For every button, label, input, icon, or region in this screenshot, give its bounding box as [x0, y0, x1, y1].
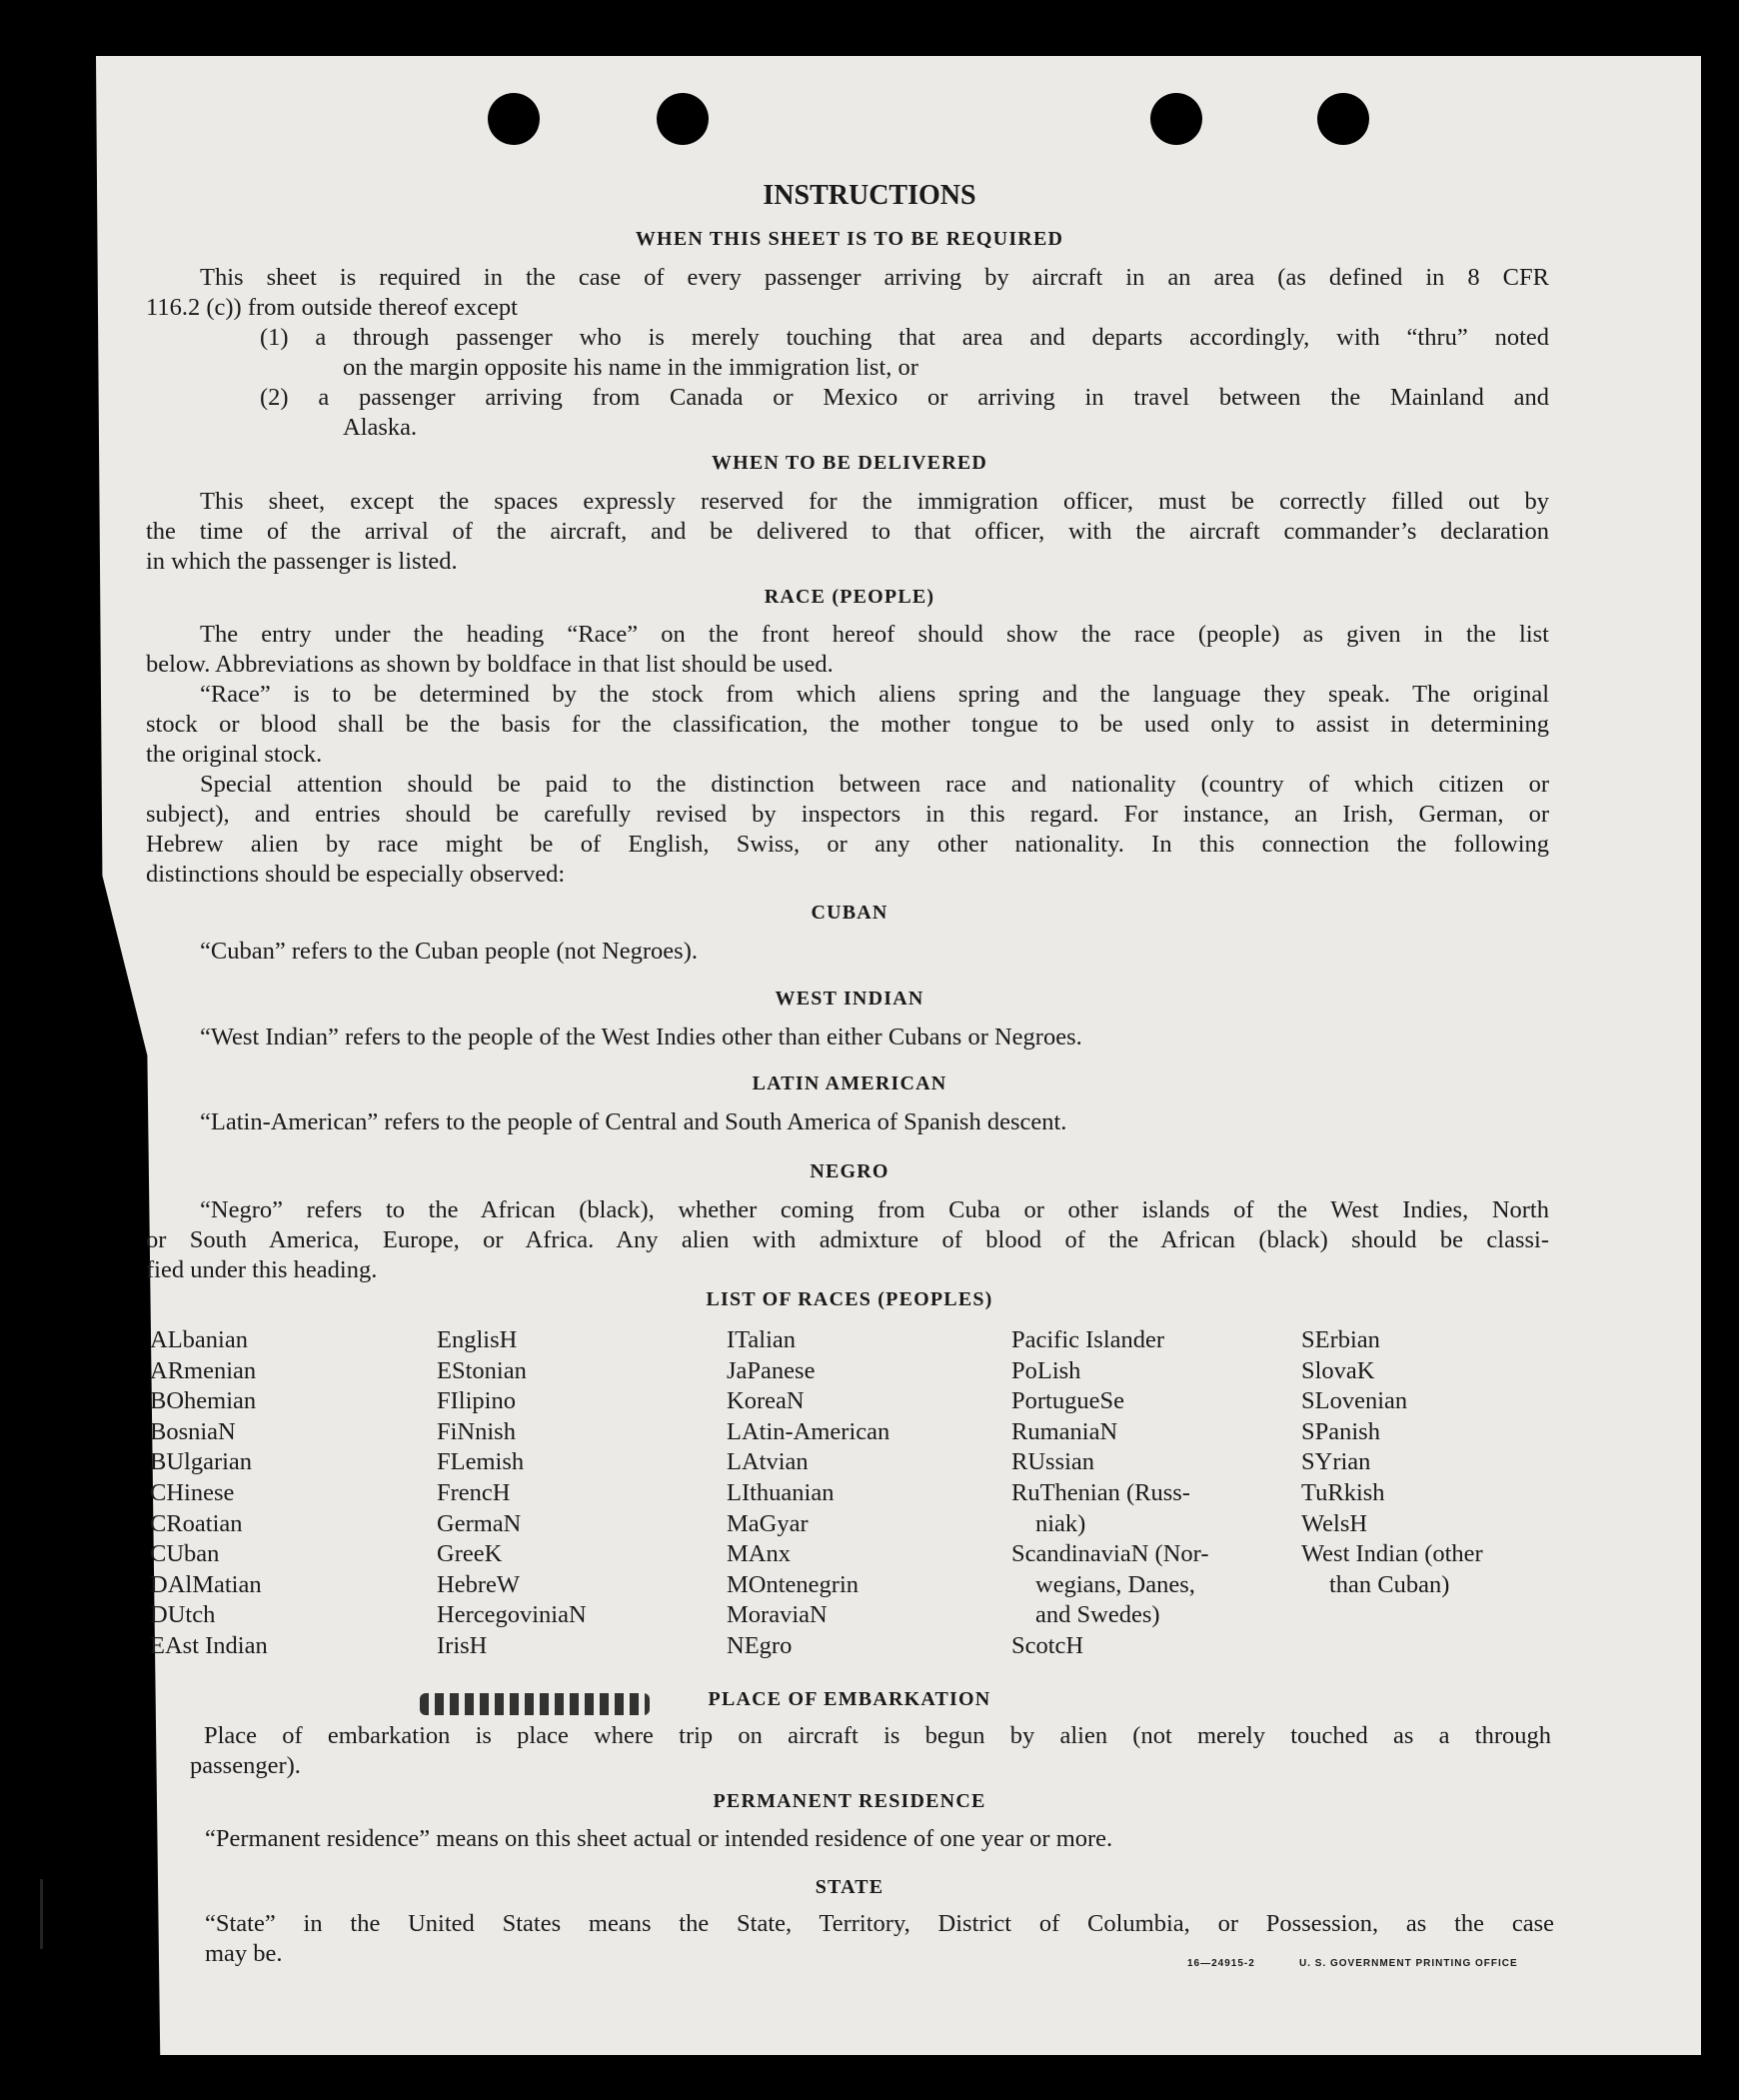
race-item: than Cuban)	[1329, 1570, 1450, 1598]
race-item: SErbian	[1301, 1326, 1380, 1353]
race-item: wegians, Danes,	[1035, 1570, 1195, 1598]
section-heading-embarkation: PLACE OF EMBARKATION	[708, 1688, 991, 1710]
race-item: GermaN	[437, 1509, 522, 1537]
paragraph-line: stock or blood shall be the basis for the classification, the mother tongue to be used only to assist in determining	[146, 711, 1549, 738]
section-heading-west-indian: WEST INDIAN	[775, 988, 924, 1010]
paragraph-line: “State” in the United States means the State, Territory, District of Columbia, or Possession, as the case	[205, 1910, 1554, 1937]
race-item: ARmenian	[150, 1356, 257, 1384]
paragraph-line: passenger).	[190, 1752, 301, 1779]
race-item: WelsH	[1301, 1509, 1368, 1537]
list-item-2: (2) a passenger arriving from Canada or Mexico or arriving in travel between the Mainland and	[260, 384, 1549, 411]
paragraph-line: the time of the arrival of the aircraft, and be delivered to that officer, with the aircraft commander’s declaration	[146, 518, 1549, 545]
race-item: LAtvian	[727, 1448, 809, 1476]
race-item: ScotcH	[1011, 1631, 1084, 1659]
race-item: niak)	[1035, 1509, 1086, 1537]
definition-cuban: “Cuban” refers to the Cuban people (not Negroes).	[200, 938, 698, 965]
race-item: EAst Indian	[150, 1631, 268, 1659]
section-heading-list-of-races: LIST OF RACES (PEOPLES)	[706, 1288, 993, 1310]
races-column-5	[1301, 1325, 1483, 1600]
races-column-3	[727, 1325, 889, 1662]
race-item: IrisH	[437, 1631, 488, 1659]
race-item: BosniaN	[150, 1417, 236, 1445]
paragraph-line: may be.	[205, 1940, 283, 1967]
race-item: EStonian	[437, 1356, 527, 1384]
races-column-1	[150, 1325, 268, 1662]
scan-mark	[40, 1879, 43, 1949]
list-item-1-cont: on the margin opposite his name in the immigration list, or	[343, 354, 918, 381]
paragraph-line: This sheet is required in the case of every passenger arriving by aircraft in an area (as defined in 8 CFR	[200, 264, 1549, 291]
section-heading-state: STATE	[815, 1876, 884, 1898]
race-item: CUban	[150, 1540, 220, 1568]
paragraph-line: below. Abbreviations as shown by boldface in that list should be used.	[146, 651, 834, 678]
paragraph-line: “Race” is to be determined by the stock from which aliens spring and the language they speak. The original	[200, 681, 1549, 708]
race-item: West Indian (other	[1301, 1540, 1483, 1568]
race-item: FIlipino	[437, 1387, 516, 1415]
race-item: JaPanese	[727, 1356, 816, 1384]
race-item: MAnx	[727, 1540, 791, 1568]
race-item: SYrian	[1301, 1448, 1371, 1476]
race-item: BUlgarian	[150, 1448, 253, 1476]
race-item: LAtin-American	[727, 1417, 890, 1445]
section-heading-cuban: CUBAN	[811, 902, 888, 924]
section-heading-delivered: WHEN TO BE DELIVERED	[711, 452, 988, 474]
race-item: FrencH	[437, 1478, 511, 1506]
punch-hole	[488, 93, 540, 145]
race-item: MaGyar	[727, 1509, 809, 1537]
list-item-2-cont: Alaska.	[343, 414, 418, 441]
race-item: DAlMatian	[150, 1570, 262, 1598]
race-item: CRoatian	[150, 1509, 243, 1537]
paragraph-line: Place of embarkation is place where trip on aircraft is begun by alien (not merely touched as a through	[204, 1722, 1551, 1749]
race-item: ScandinaviaN (Nor-	[1011, 1540, 1209, 1568]
paragraph-line: in which the passenger is listed.	[146, 548, 458, 575]
paragraph-line: The entry under the heading “Race” on the front hereof should show the race (people) as given in the list	[200, 621, 1549, 648]
punch-hole	[1150, 93, 1202, 145]
list-item-1: (1) a through passenger who is merely touching that area and departs accordingly, with “thru” noted	[260, 324, 1549, 351]
race-item: HebreW	[437, 1570, 520, 1598]
page-title: INSTRUCTIONS	[763, 180, 976, 211]
section-heading-required: WHEN THIS SHEET IS TO BE REQUIRED	[635, 228, 1064, 250]
race-item: PoLish	[1011, 1356, 1081, 1384]
race-item: DUtch	[150, 1601, 216, 1629]
race-item: LIthuanian	[727, 1478, 835, 1506]
race-item: NEgro	[727, 1631, 793, 1659]
races-column-4	[1011, 1325, 1208, 1662]
race-item: KoreaN	[727, 1387, 805, 1415]
race-item: BOhemian	[150, 1387, 257, 1415]
paragraph-line: This sheet, except the spaces expressly reserved for the immigration officer, must be correctly filled out by	[200, 488, 1549, 515]
paragraph-line: the original stock.	[146, 741, 323, 768]
section-heading-race: RACE (PEOPLE)	[764, 586, 935, 608]
section-heading-negro: NEGRO	[810, 1160, 889, 1182]
race-item: MOntenegrin	[727, 1570, 859, 1598]
definition-latin-american: “Latin-American” refers to the people of Central and South America of Spanish descent.	[200, 1108, 1067, 1135]
race-item: CHinese	[150, 1478, 235, 1506]
race-item: RumaniaN	[1011, 1417, 1118, 1445]
paragraph-line: Special attention should be paid to the distinction between race and nationality (country of which citizen or	[200, 771, 1549, 798]
form-number: 16—24915-2	[1187, 1958, 1255, 1969]
race-item: RuThenian (Russ-	[1011, 1478, 1190, 1506]
paragraph-line: “Negro” refers to the African (black), whether coming from Cuba or other islands of the West Indies, North	[200, 1196, 1549, 1223]
punch-hole	[1317, 93, 1369, 145]
race-item: FLemish	[437, 1448, 525, 1476]
race-item: SLovenian	[1301, 1387, 1408, 1415]
race-item: and Swedes)	[1035, 1601, 1160, 1629]
race-item: FiNnish	[437, 1417, 516, 1445]
section-heading-latin-american: LATIN AMERICAN	[752, 1072, 947, 1094]
paragraph-line: or South America, Europe, or Africa. Any alien with admixture of blood of the African (black) should be classi-	[146, 1226, 1549, 1253]
race-item: GreeK	[437, 1540, 503, 1568]
printer-imprint: U. S. GOVERNMENT PRINTING OFFICE	[1299, 1958, 1518, 1969]
race-item: RUssian	[1011, 1448, 1095, 1476]
definition-residence: “Permanent residence” means on this sheet actual or intended residence of one year or more.	[205, 1825, 1113, 1852]
race-item: EnglisH	[437, 1326, 518, 1353]
race-item: SPanish	[1301, 1417, 1380, 1445]
races-column-2	[437, 1325, 587, 1662]
paragraph-line: distinctions should be especially observed:	[146, 861, 566, 888]
paragraph-line: fied under this heading.	[146, 1256, 378, 1283]
race-item: SlovaK	[1301, 1356, 1375, 1384]
paragraph-line: Hebrew alien by race might be of English, Swiss, or any other nationality. In this connection the following	[146, 831, 1549, 858]
paragraph-line: subject), and entries should be carefully revised by inspectors in this regard. For instance, an Irish, German, or	[146, 801, 1549, 828]
section-heading-residence: PERMANENT RESIDENCE	[713, 1790, 986, 1812]
race-item: TuRkish	[1301, 1478, 1385, 1506]
punch-hole	[657, 93, 709, 145]
paragraph-line: 116.2 (c)) from outside thereof except	[146, 294, 518, 321]
race-item: HercegoviniaN	[437, 1601, 587, 1629]
race-item: Pacific Islander	[1011, 1326, 1165, 1353]
race-item: MoraviaN	[727, 1601, 828, 1629]
race-item: ITalian	[727, 1326, 797, 1353]
race-item: ALbanian	[150, 1326, 248, 1353]
race-item: PortugueSe	[1011, 1387, 1124, 1415]
definition-west-indian: “West Indian” refers to the people of the West Indies other than either Cubans or Negroes.	[200, 1024, 1082, 1050]
